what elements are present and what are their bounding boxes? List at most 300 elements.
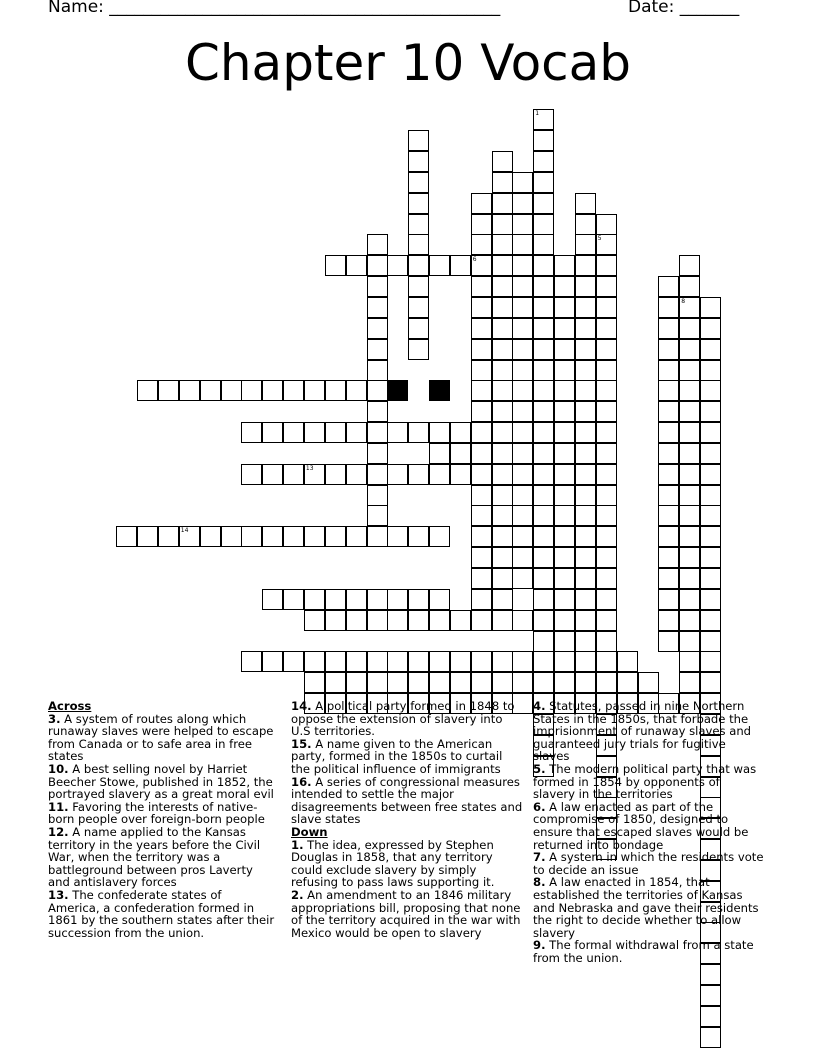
- grid-cell[interactable]: [429, 672, 450, 693]
- grid-cell[interactable]: [554, 318, 575, 339]
- grid-cell[interactable]: [596, 255, 617, 276]
- grid-cell[interactable]: [533, 214, 554, 235]
- grid-cell[interactable]: [533, 589, 554, 610]
- grid-cell[interactable]: [325, 651, 346, 672]
- grid-cell[interactable]: [346, 651, 367, 672]
- grid-cell[interactable]: [387, 464, 408, 485]
- grid-cell[interactable]: [533, 526, 554, 547]
- grid-cell[interactable]: [283, 422, 304, 443]
- grid-cell[interactable]: [575, 568, 596, 589]
- grid-cell[interactable]: [367, 380, 388, 401]
- grid-cell[interactable]: [408, 339, 429, 360]
- grid-cell[interactable]: [262, 651, 283, 672]
- grid-cell[interactable]: [679, 380, 700, 401]
- grid-cell[interactable]: [512, 568, 533, 589]
- grid-cell[interactable]: [241, 380, 262, 401]
- grid-cell[interactable]: [658, 276, 679, 297]
- grid-cell[interactable]: [492, 276, 513, 297]
- grid-cell[interactable]: [492, 568, 513, 589]
- grid-cell[interactable]: [575, 401, 596, 422]
- grid-cell[interactable]: [346, 422, 367, 443]
- grid-cell[interactable]: [679, 422, 700, 443]
- grid-cell[interactable]: [492, 380, 513, 401]
- grid-cell[interactable]: [658, 318, 679, 339]
- grid-cell[interactable]: [387, 610, 408, 631]
- grid-cell[interactable]: [700, 589, 721, 610]
- grid-cell[interactable]: [596, 339, 617, 360]
- grid-cell[interactable]: [346, 672, 367, 693]
- grid-cell[interactable]: [679, 318, 700, 339]
- grid-cell[interactable]: [575, 589, 596, 610]
- grid-cell[interactable]: [367, 297, 388, 318]
- grid-cell[interactable]: [658, 547, 679, 568]
- grid-cell[interactable]: [367, 651, 388, 672]
- grid-cell[interactable]: [304, 672, 325, 693]
- grid-cell[interactable]: [492, 151, 513, 172]
- grid-cell[interactable]: [471, 318, 492, 339]
- grid-cell[interactable]: [492, 526, 513, 547]
- grid-cell[interactable]: [700, 443, 721, 464]
- grid-cell[interactable]: [596, 318, 617, 339]
- grid-cell[interactable]: [429, 526, 450, 547]
- grid-cell[interactable]: [492, 193, 513, 214]
- grid-cell[interactable]: [533, 297, 554, 318]
- grid-cell[interactable]: [533, 130, 554, 151]
- grid-cell[interactable]: [575, 234, 596, 255]
- grid-cell[interactable]: [429, 443, 450, 464]
- grid-cell[interactable]: [179, 526, 200, 547]
- grid-cell[interactable]: [575, 360, 596, 381]
- grid-cell[interactable]: [408, 526, 429, 547]
- grid-cell[interactable]: [346, 526, 367, 547]
- grid-cell[interactable]: [408, 672, 429, 693]
- grid-cell[interactable]: [554, 589, 575, 610]
- grid-cell[interactable]: [596, 276, 617, 297]
- grid-cell[interactable]: [450, 422, 471, 443]
- grid-cell[interactable]: [262, 589, 283, 610]
- grid-cell[interactable]: [492, 485, 513, 506]
- grid-cell[interactable]: [512, 651, 533, 672]
- grid-cell[interactable]: [533, 672, 554, 693]
- grid-cell[interactable]: [617, 672, 638, 693]
- grid-cell[interactable]: [304, 610, 325, 631]
- grid-cell[interactable]: [679, 401, 700, 422]
- grid-cell[interactable]: [658, 526, 679, 547]
- grid-cell[interactable]: [367, 505, 388, 526]
- grid-cell[interactable]: [471, 255, 492, 276]
- grid-cell[interactable]: [471, 443, 492, 464]
- grid-cell[interactable]: [700, 964, 721, 985]
- grid-cell[interactable]: [492, 297, 513, 318]
- grid-cell[interactable]: [387, 589, 408, 610]
- grid-cell[interactable]: [408, 651, 429, 672]
- grid-cell[interactable]: [492, 422, 513, 443]
- grid-cell[interactable]: [533, 422, 554, 443]
- grid-cell[interactable]: [408, 172, 429, 193]
- grid-cell[interactable]: [492, 610, 513, 631]
- grid-cell[interactable]: [512, 193, 533, 214]
- grid-cell[interactable]: [533, 360, 554, 381]
- grid-cell[interactable]: [179, 380, 200, 401]
- grid-cell[interactable]: [512, 360, 533, 381]
- grid-cell[interactable]: [575, 672, 596, 693]
- grid-cell[interactable]: [533, 380, 554, 401]
- grid-cell[interactable]: [658, 380, 679, 401]
- grid-cell[interactable]: [596, 297, 617, 318]
- grid-cell[interactable]: [471, 651, 492, 672]
- grid-cell[interactable]: [700, 631, 721, 652]
- grid-cell[interactable]: [533, 401, 554, 422]
- grid-cell[interactable]: [700, 547, 721, 568]
- grid-cell[interactable]: [554, 297, 575, 318]
- grid-cell[interactable]: [492, 547, 513, 568]
- grid-cell[interactable]: [325, 526, 346, 547]
- grid-cell[interactable]: [200, 526, 221, 547]
- grid-cell[interactable]: [450, 443, 471, 464]
- grid-cell[interactable]: [554, 276, 575, 297]
- grid-cell[interactable]: [679, 485, 700, 506]
- grid-cell[interactable]: [492, 443, 513, 464]
- grid-cell[interactable]: [512, 276, 533, 297]
- grid-cell[interactable]: [700, 297, 721, 318]
- grid-cell[interactable]: [325, 255, 346, 276]
- grid-cell[interactable]: [367, 485, 388, 506]
- grid-cell[interactable]: [408, 422, 429, 443]
- grid-cell[interactable]: [512, 610, 533, 631]
- grid-cell[interactable]: [283, 651, 304, 672]
- grid-cell[interactable]: [137, 526, 158, 547]
- grid-cell[interactable]: [241, 526, 262, 547]
- grid-cell[interactable]: [575, 610, 596, 631]
- grid-cell[interactable]: [596, 651, 617, 672]
- grid-cell[interactable]: [387, 526, 408, 547]
- grid-cell[interactable]: [596, 568, 617, 589]
- grid-cell[interactable]: [700, 985, 721, 1006]
- grid-cell[interactable]: [512, 172, 533, 193]
- grid-cell[interactable]: [325, 380, 346, 401]
- grid-cell[interactable]: [700, 464, 721, 485]
- grid-cell[interactable]: [387, 255, 408, 276]
- grid-cell[interactable]: [554, 631, 575, 652]
- grid-cell[interactable]: [346, 464, 367, 485]
- grid-cell[interactable]: [679, 610, 700, 631]
- grid-cell[interactable]: [596, 443, 617, 464]
- grid-cell[interactable]: [575, 443, 596, 464]
- grid-cell[interactable]: [492, 318, 513, 339]
- grid-cell[interactable]: [262, 422, 283, 443]
- grid-cell[interactable]: [367, 464, 388, 485]
- grid-cell[interactable]: [700, 401, 721, 422]
- grid-cell[interactable]: [596, 631, 617, 652]
- grid-cell[interactable]: [679, 568, 700, 589]
- grid-cell[interactable]: [367, 443, 388, 464]
- grid-cell[interactable]: [554, 401, 575, 422]
- grid-cell[interactable]: [679, 547, 700, 568]
- grid-cell[interactable]: [408, 234, 429, 255]
- grid-cell[interactable]: [471, 485, 492, 506]
- grid-cell[interactable]: [429, 255, 450, 276]
- grid-cell[interactable]: [471, 672, 492, 693]
- grid-cell[interactable]: [283, 526, 304, 547]
- grid-cell[interactable]: [575, 297, 596, 318]
- grid-cell[interactable]: [533, 172, 554, 193]
- grid-cell[interactable]: [575, 422, 596, 443]
- grid-cell[interactable]: [262, 380, 283, 401]
- grid-cell[interactable]: [471, 276, 492, 297]
- grid-cell[interactable]: [325, 610, 346, 631]
- grid-cell[interactable]: [554, 255, 575, 276]
- grid-cell[interactable]: [492, 464, 513, 485]
- grid-cell[interactable]: [492, 672, 513, 693]
- grid-cell[interactable]: [638, 672, 659, 693]
- grid-cell[interactable]: [533, 505, 554, 526]
- grid-cell[interactable]: [471, 193, 492, 214]
- grid-cell[interactable]: [554, 526, 575, 547]
- grid-cell[interactable]: [533, 568, 554, 589]
- grid-cell[interactable]: [679, 276, 700, 297]
- grid-cell[interactable]: [492, 234, 513, 255]
- grid-cell[interactable]: [471, 214, 492, 235]
- grid-cell[interactable]: [367, 672, 388, 693]
- grid-cell[interactable]: [512, 318, 533, 339]
- grid-cell[interactable]: [700, 672, 721, 693]
- grid-cell[interactable]: [471, 401, 492, 422]
- grid-cell[interactable]: [512, 464, 533, 485]
- grid-cell[interactable]: [533, 255, 554, 276]
- grid-cell[interactable]: [533, 151, 554, 172]
- grid-cell[interactable]: [512, 547, 533, 568]
- grid-cell[interactable]: [325, 464, 346, 485]
- grid-cell[interactable]: [658, 568, 679, 589]
- name-line[interactable]: Name: ______________________________________________: [48, 0, 501, 17]
- grid-cell[interactable]: [533, 276, 554, 297]
- grid-cell[interactable]: [679, 631, 700, 652]
- grid-cell[interactable]: [158, 380, 179, 401]
- grid-cell[interactable]: [512, 255, 533, 276]
- grid-cell[interactable]: [512, 214, 533, 235]
- grid-cell[interactable]: [575, 651, 596, 672]
- grid-cell[interactable]: [262, 464, 283, 485]
- grid-cell[interactable]: [617, 651, 638, 672]
- grid-cell[interactable]: [408, 464, 429, 485]
- grid-cell[interactable]: [554, 360, 575, 381]
- grid-cell[interactable]: [658, 610, 679, 631]
- grid-cell[interactable]: [533, 485, 554, 506]
- grid-cell[interactable]: [408, 193, 429, 214]
- grid-cell[interactable]: [533, 547, 554, 568]
- grid-cell[interactable]: [700, 568, 721, 589]
- grid-cell[interactable]: [367, 401, 388, 422]
- grid-cell[interactable]: [596, 610, 617, 631]
- grid-cell[interactable]: [533, 651, 554, 672]
- grid-cell[interactable]: [408, 610, 429, 631]
- grid-cell[interactable]: [492, 339, 513, 360]
- grid-cell[interactable]: [575, 631, 596, 652]
- grid-cell[interactable]: [283, 589, 304, 610]
- grid-cell[interactable]: [408, 589, 429, 610]
- grid-cell[interactable]: [429, 589, 450, 610]
- grid-cell[interactable]: [512, 422, 533, 443]
- grid-cell[interactable]: [596, 401, 617, 422]
- grid-cell[interactable]: [679, 339, 700, 360]
- grid-cell[interactable]: [492, 172, 513, 193]
- grid-cell[interactable]: [471, 505, 492, 526]
- grid-cell[interactable]: [679, 672, 700, 693]
- grid-cell[interactable]: [492, 214, 513, 235]
- grid-cell[interactable]: [533, 631, 554, 652]
- grid-cell[interactable]: [679, 589, 700, 610]
- grid-cell[interactable]: [408, 318, 429, 339]
- grid-cell[interactable]: [429, 651, 450, 672]
- grid-cell[interactable]: [575, 276, 596, 297]
- grid-cell[interactable]: [492, 505, 513, 526]
- grid-cell[interactable]: [367, 610, 388, 631]
- grid-cell[interactable]: [658, 485, 679, 506]
- grid-cell[interactable]: [575, 193, 596, 214]
- grid-cell[interactable]: [346, 380, 367, 401]
- grid-cell[interactable]: [283, 464, 304, 485]
- grid-cell[interactable]: [658, 297, 679, 318]
- grid-cell[interactable]: [596, 380, 617, 401]
- grid-cell[interactable]: [554, 339, 575, 360]
- grid-cell[interactable]: [658, 339, 679, 360]
- grid-cell[interactable]: [679, 360, 700, 381]
- grid-cell[interactable]: [658, 589, 679, 610]
- grid-cell[interactable]: [367, 318, 388, 339]
- grid-cell[interactable]: [658, 360, 679, 381]
- grid-cell[interactable]: [533, 443, 554, 464]
- grid-cell[interactable]: [408, 276, 429, 297]
- grid-cell[interactable]: [700, 1027, 721, 1048]
- grid-cell[interactable]: [241, 422, 262, 443]
- grid-cell[interactable]: [241, 651, 262, 672]
- grid-cell[interactable]: [471, 568, 492, 589]
- grid-cell[interactable]: [533, 234, 554, 255]
- grid-cell[interactable]: [325, 672, 346, 693]
- grid-cell[interactable]: [554, 651, 575, 672]
- grid-cell[interactable]: [408, 297, 429, 318]
- grid-cell[interactable]: [471, 380, 492, 401]
- grid-cell[interactable]: [471, 610, 492, 631]
- grid-cell[interactable]: [492, 401, 513, 422]
- grid-cell[interactable]: [116, 526, 137, 547]
- grid-cell[interactable]: [596, 485, 617, 506]
- grid-cell[interactable]: [575, 485, 596, 506]
- grid-cell[interactable]: [471, 234, 492, 255]
- grid-cell[interactable]: [575, 464, 596, 485]
- grid-cell[interactable]: [575, 339, 596, 360]
- grid-cell[interactable]: [492, 360, 513, 381]
- grid-cell[interactable]: [554, 672, 575, 693]
- grid-cell[interactable]: [679, 255, 700, 276]
- grid-cell[interactable]: [471, 360, 492, 381]
- grid-cell[interactable]: [679, 651, 700, 672]
- grid-cell[interactable]: [512, 526, 533, 547]
- grid-cell[interactable]: [304, 464, 325, 485]
- grid-cell[interactable]: [700, 380, 721, 401]
- grid-cell[interactable]: [367, 589, 388, 610]
- grid-cell[interactable]: [471, 339, 492, 360]
- grid-cell[interactable]: [512, 380, 533, 401]
- grid-cell[interactable]: [304, 526, 325, 547]
- grid-cell[interactable]: [596, 672, 617, 693]
- grid-cell[interactable]: [492, 651, 513, 672]
- grid-cell[interactable]: [450, 610, 471, 631]
- grid-cell[interactable]: [596, 214, 617, 235]
- grid-cell[interactable]: [387, 422, 408, 443]
- grid-cell[interactable]: [700, 651, 721, 672]
- grid-cell[interactable]: [679, 505, 700, 526]
- grid-cell[interactable]: [387, 651, 408, 672]
- grid-cell[interactable]: [367, 422, 388, 443]
- grid-cell[interactable]: [512, 443, 533, 464]
- grid-cell[interactable]: [367, 526, 388, 547]
- grid-cell[interactable]: [596, 464, 617, 485]
- grid-cell[interactable]: [679, 526, 700, 547]
- grid-cell[interactable]: [450, 464, 471, 485]
- grid-cell[interactable]: [429, 464, 450, 485]
- grid-cell[interactable]: [554, 380, 575, 401]
- grid-cell[interactable]: [575, 214, 596, 235]
- grid-cell[interactable]: [512, 672, 533, 693]
- grid-cell[interactable]: [596, 234, 617, 255]
- grid-cell[interactable]: [304, 380, 325, 401]
- grid-cell[interactable]: [596, 505, 617, 526]
- grid-cell[interactable]: [304, 422, 325, 443]
- grid-cell[interactable]: [679, 443, 700, 464]
- grid-cell[interactable]: [700, 318, 721, 339]
- grid-cell[interactable]: [596, 589, 617, 610]
- grid-cell[interactable]: [346, 589, 367, 610]
- grid-cell[interactable]: [700, 339, 721, 360]
- grid-cell[interactable]: [554, 505, 575, 526]
- grid-cell[interactable]: [554, 464, 575, 485]
- grid-cell[interactable]: [492, 589, 513, 610]
- grid-cell[interactable]: [471, 547, 492, 568]
- grid-cell[interactable]: [554, 422, 575, 443]
- grid-cell[interactable]: [596, 360, 617, 381]
- grid-cell[interactable]: [658, 464, 679, 485]
- grid-cell[interactable]: [554, 568, 575, 589]
- grid-cell[interactable]: [575, 380, 596, 401]
- grid-cell[interactable]: [429, 422, 450, 443]
- grid-cell[interactable]: [367, 360, 388, 381]
- grid-cell[interactable]: [304, 651, 325, 672]
- grid-cell[interactable]: [137, 380, 158, 401]
- grid-cell[interactable]: [367, 234, 388, 255]
- grid-cell[interactable]: [658, 401, 679, 422]
- grid-cell[interactable]: [387, 672, 408, 693]
- grid-cell[interactable]: [575, 255, 596, 276]
- date-line[interactable]: Date: _______: [628, 0, 740, 17]
- grid-cell[interactable]: [700, 422, 721, 443]
- grid-cell[interactable]: [533, 193, 554, 214]
- grid-cell[interactable]: [346, 255, 367, 276]
- grid-cell[interactable]: [679, 297, 700, 318]
- grid-cell[interactable]: [512, 401, 533, 422]
- grid-cell[interactable]: [512, 297, 533, 318]
- grid-cell[interactable]: [533, 109, 554, 130]
- grid-cell[interactable]: [575, 318, 596, 339]
- grid-cell[interactable]: [554, 443, 575, 464]
- grid-cell[interactable]: [221, 380, 242, 401]
- grid-cell[interactable]: [262, 526, 283, 547]
- grid-cell[interactable]: [554, 485, 575, 506]
- grid-cell[interactable]: [658, 422, 679, 443]
- grid-cell[interactable]: [471, 526, 492, 547]
- grid-cell[interactable]: [533, 464, 554, 485]
- grid-cell[interactable]: [679, 464, 700, 485]
